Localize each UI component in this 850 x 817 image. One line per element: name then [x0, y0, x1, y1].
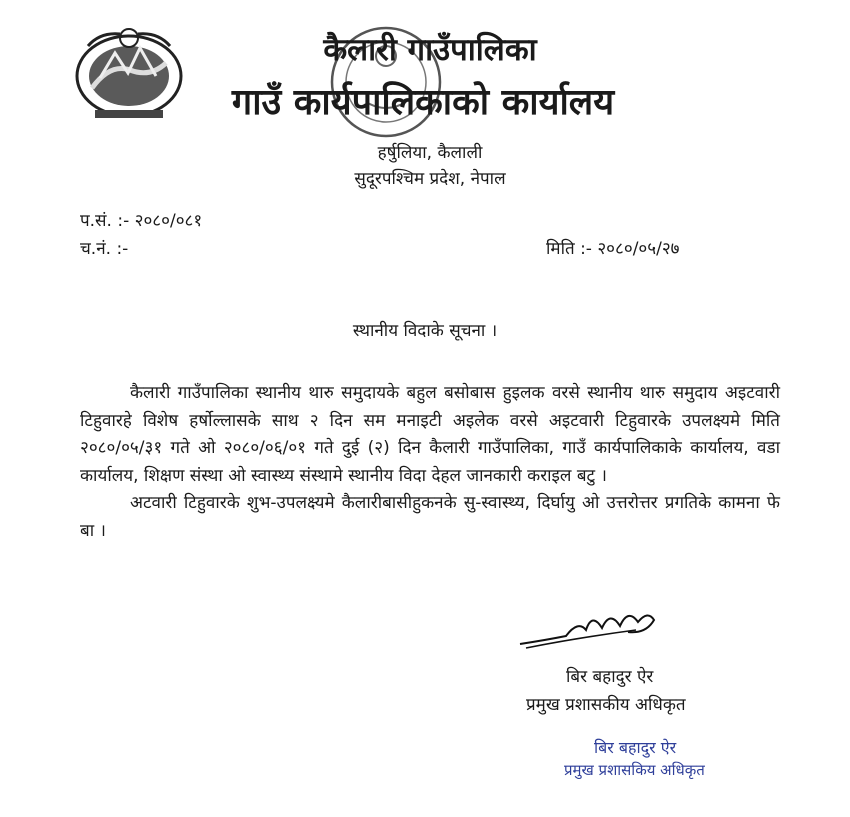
stamped-signer-name: बिर बहादुर ऐर — [594, 738, 677, 757]
address-line-2: सुदूरपश्चिम प्रदेश, नेपाल — [354, 169, 506, 189]
organization-name: कैलारी गाउँपालिका — [323, 32, 537, 68]
letter-date: मिति :- २०८०/०५/२७ — [546, 239, 680, 259]
handwritten-signature-icon — [516, 600, 666, 652]
nepal-government-emblem-icon — [70, 18, 188, 123]
dispatch-number: च.नं. :- — [80, 239, 129, 259]
body-paragraph-1: कैलारी गाउँपालिका स्थानीय थारु समुदायके बहुल बसोबास हुइलक वरसे स्थानीय थारु समुदाय अइटवारी टिहुवारहे विशेष हर्षोल्लासके साथ २ दिन सम मनाइटी अइलेक वरसे अइटवारी टिहुवारके उपलक्ष्यमे मिति २०८०/०५/३१ गते ओ २०८०/०६/०१ गते दुई (२) दिन कैलारी गाउँपालिका, गाउँ कार्यपालिकाके कार्यालय, वडा कार्यालय, शिक्षण संस्था ओ स्वास्थ्य संस्थामे स्थानीय विदा देहल जानकारी कराइल बटु । — [80, 383, 780, 486]
signer-name: बिर बहादुर ऐर — [566, 667, 654, 687]
notice-body — [80, 380, 780, 545]
office-name: गाउँ कार्यपालिकाको कार्यालय — [231, 82, 615, 123]
stamped-signer-title: प्रमुख प्रशासकिय अधिकृत — [564, 761, 705, 779]
reference-number: प.सं. :- २०८०/०८१ — [80, 211, 203, 231]
notice-subject: स्थानीय विदाके सूचना । — [352, 321, 498, 341]
address-line-1: हर्षुलिया, कैलाली — [377, 143, 483, 163]
body-paragraph-2: अटवारी टिहुवारके शुभ-उपलक्ष्यमे कैलारीबासीहुकनके सु-स्वास्थ्य, दिर्घायु ओ उत्तरोत्तर प्रगतिके कामना फे बा । — [80, 493, 780, 541]
signer-title: प्रमुख प्रशासकीय अधिकृत — [526, 695, 686, 715]
